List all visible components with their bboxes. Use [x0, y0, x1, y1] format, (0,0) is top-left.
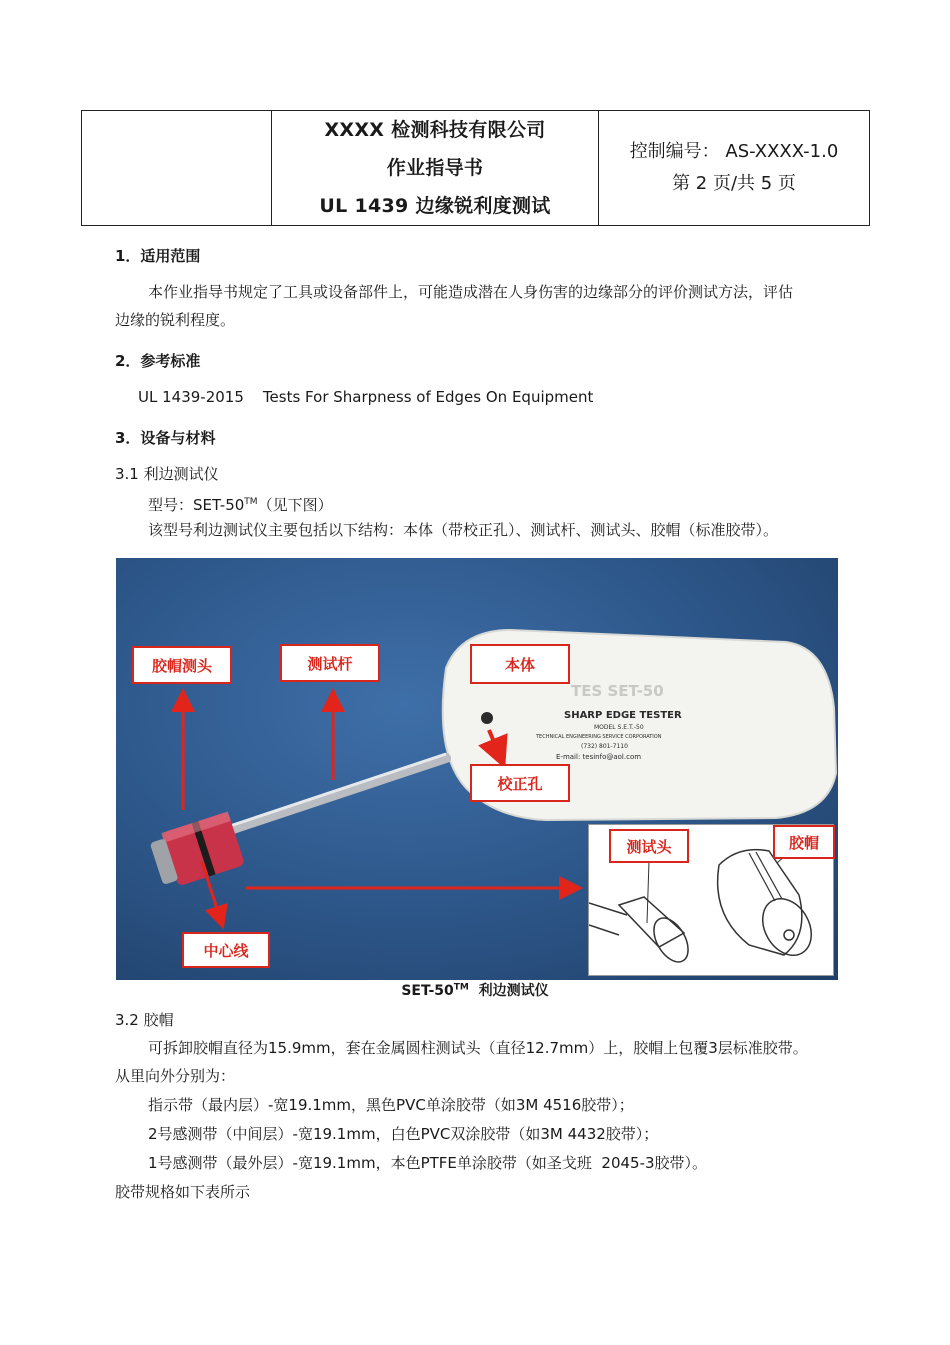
- device-phone: (732) 801-7110: [581, 743, 628, 750]
- section-1-title: 1．适用范围: [115, 247, 201, 265]
- label-cap-head: 胶帽测头: [132, 646, 232, 684]
- device-model: MODEL S.E.T.-50: [594, 724, 644, 731]
- tape-item-1: 指示带（最内层）-宽19.1mm，黑色PVC单涂胶带（如3M 4516胶带）；: [148, 1096, 634, 1114]
- label-body: 本体: [470, 644, 570, 684]
- header-title-cell: [272, 111, 599, 225]
- section-3-1-title: 3.1 利边测试仪: [115, 465, 219, 483]
- label-center-line: 中心线: [182, 932, 270, 968]
- inset-rod-bottom: [589, 925, 619, 935]
- section-1-text-line2: 边缘的锐利程度。: [115, 311, 236, 329]
- section-3-2-tail: 胶带规格如下表所示: [115, 1183, 251, 1201]
- section-3-2-title: 3.2 胶帽: [115, 1011, 174, 1029]
- label-calibration-hole: 校正孔: [470, 764, 570, 802]
- cap-head: [148, 811, 245, 890]
- inset-cap-body: [718, 850, 802, 955]
- device-brand: TES SET-50: [571, 682, 664, 700]
- inset-head-leader: [647, 861, 649, 923]
- document-title: UL 1439 边缘锐利度测试: [319, 195, 551, 217]
- section-2-title: 2．参考标准: [115, 352, 201, 370]
- section-3-1-desc: 该型号利边测试仪主要包括以下结构：本体（带校正孔）、测试杆、测试头、胶帽（标准胶带）。: [148, 521, 779, 539]
- page-info: 第 2 页/共 5 页: [672, 173, 796, 194]
- caption-suffix: 利边测试仪: [468, 983, 549, 999]
- section-2-text: UL 1439-2015 Tests For Sharpness of Edges On Equipment: [138, 388, 594, 406]
- device-email: E-mail: tesinfo@aol.com: [556, 753, 642, 761]
- tape-item-2: 2号感测带（中间层）-宽19.1mm，白色PVC双涂胶带（如3M 4432胶带）；: [148, 1125, 659, 1143]
- tape-item-3: 1号感测带（最外层）-宽19.1mm，本色PTFE单涂胶带（如圣戈班 2045-3胶带）。: [148, 1154, 708, 1172]
- section-3-1-model: [148, 488, 333, 519]
- tester-photo: [116, 558, 838, 980]
- caption-prefix: SET-50: [401, 983, 454, 999]
- section-3-title: 3．设备与材料: [115, 429, 216, 447]
- device-name: SHARP EDGE TESTER: [564, 710, 682, 721]
- calibration-hole: [481, 712, 493, 724]
- label-test-rod: 测试杆: [280, 644, 380, 682]
- cap-detail-inset: [588, 824, 834, 976]
- company-name: XXXX 检测科技有限公司: [324, 119, 546, 141]
- caption-tm: TM: [453, 982, 469, 993]
- header-control-cell: [599, 111, 869, 225]
- section-3-2-line2: 从里向外分别为：: [115, 1067, 236, 1085]
- control-number: 控制编号： AS-XXXX-1.0: [629, 141, 839, 162]
- document-type: 作业指导书: [386, 157, 484, 179]
- inset-cap-hole: [784, 930, 794, 940]
- device-company: TECHNICAL ENGINEERING SERVICE CORPORATION: [536, 734, 662, 740]
- model-tm: TM: [244, 497, 258, 507]
- header-logo-cell: [82, 111, 272, 225]
- header-table: [81, 110, 870, 226]
- label-test-head: 测试头: [609, 829, 689, 863]
- label-cap: 胶帽: [773, 825, 835, 859]
- section-3-2-line1: 可拆卸胶帽直径为15.9mm，套在金属圆柱测试头（直径12.7mm）上，胶帽上包覆3层标准胶带。: [148, 1039, 808, 1057]
- photo-caption: [0, 980, 950, 1000]
- inset-cap-seam-2: [756, 852, 782, 899]
- inset-cap-seam-1: [749, 853, 775, 901]
- model-prefix: 型号：SET-50: [148, 496, 245, 514]
- model-suffix: （见下图）: [257, 496, 333, 514]
- section-1-text-line1: 本作业指导书规定了工具或设备部件上，可能造成潜在人身伤害的边缘部分的评价测试方法，评估: [148, 283, 794, 301]
